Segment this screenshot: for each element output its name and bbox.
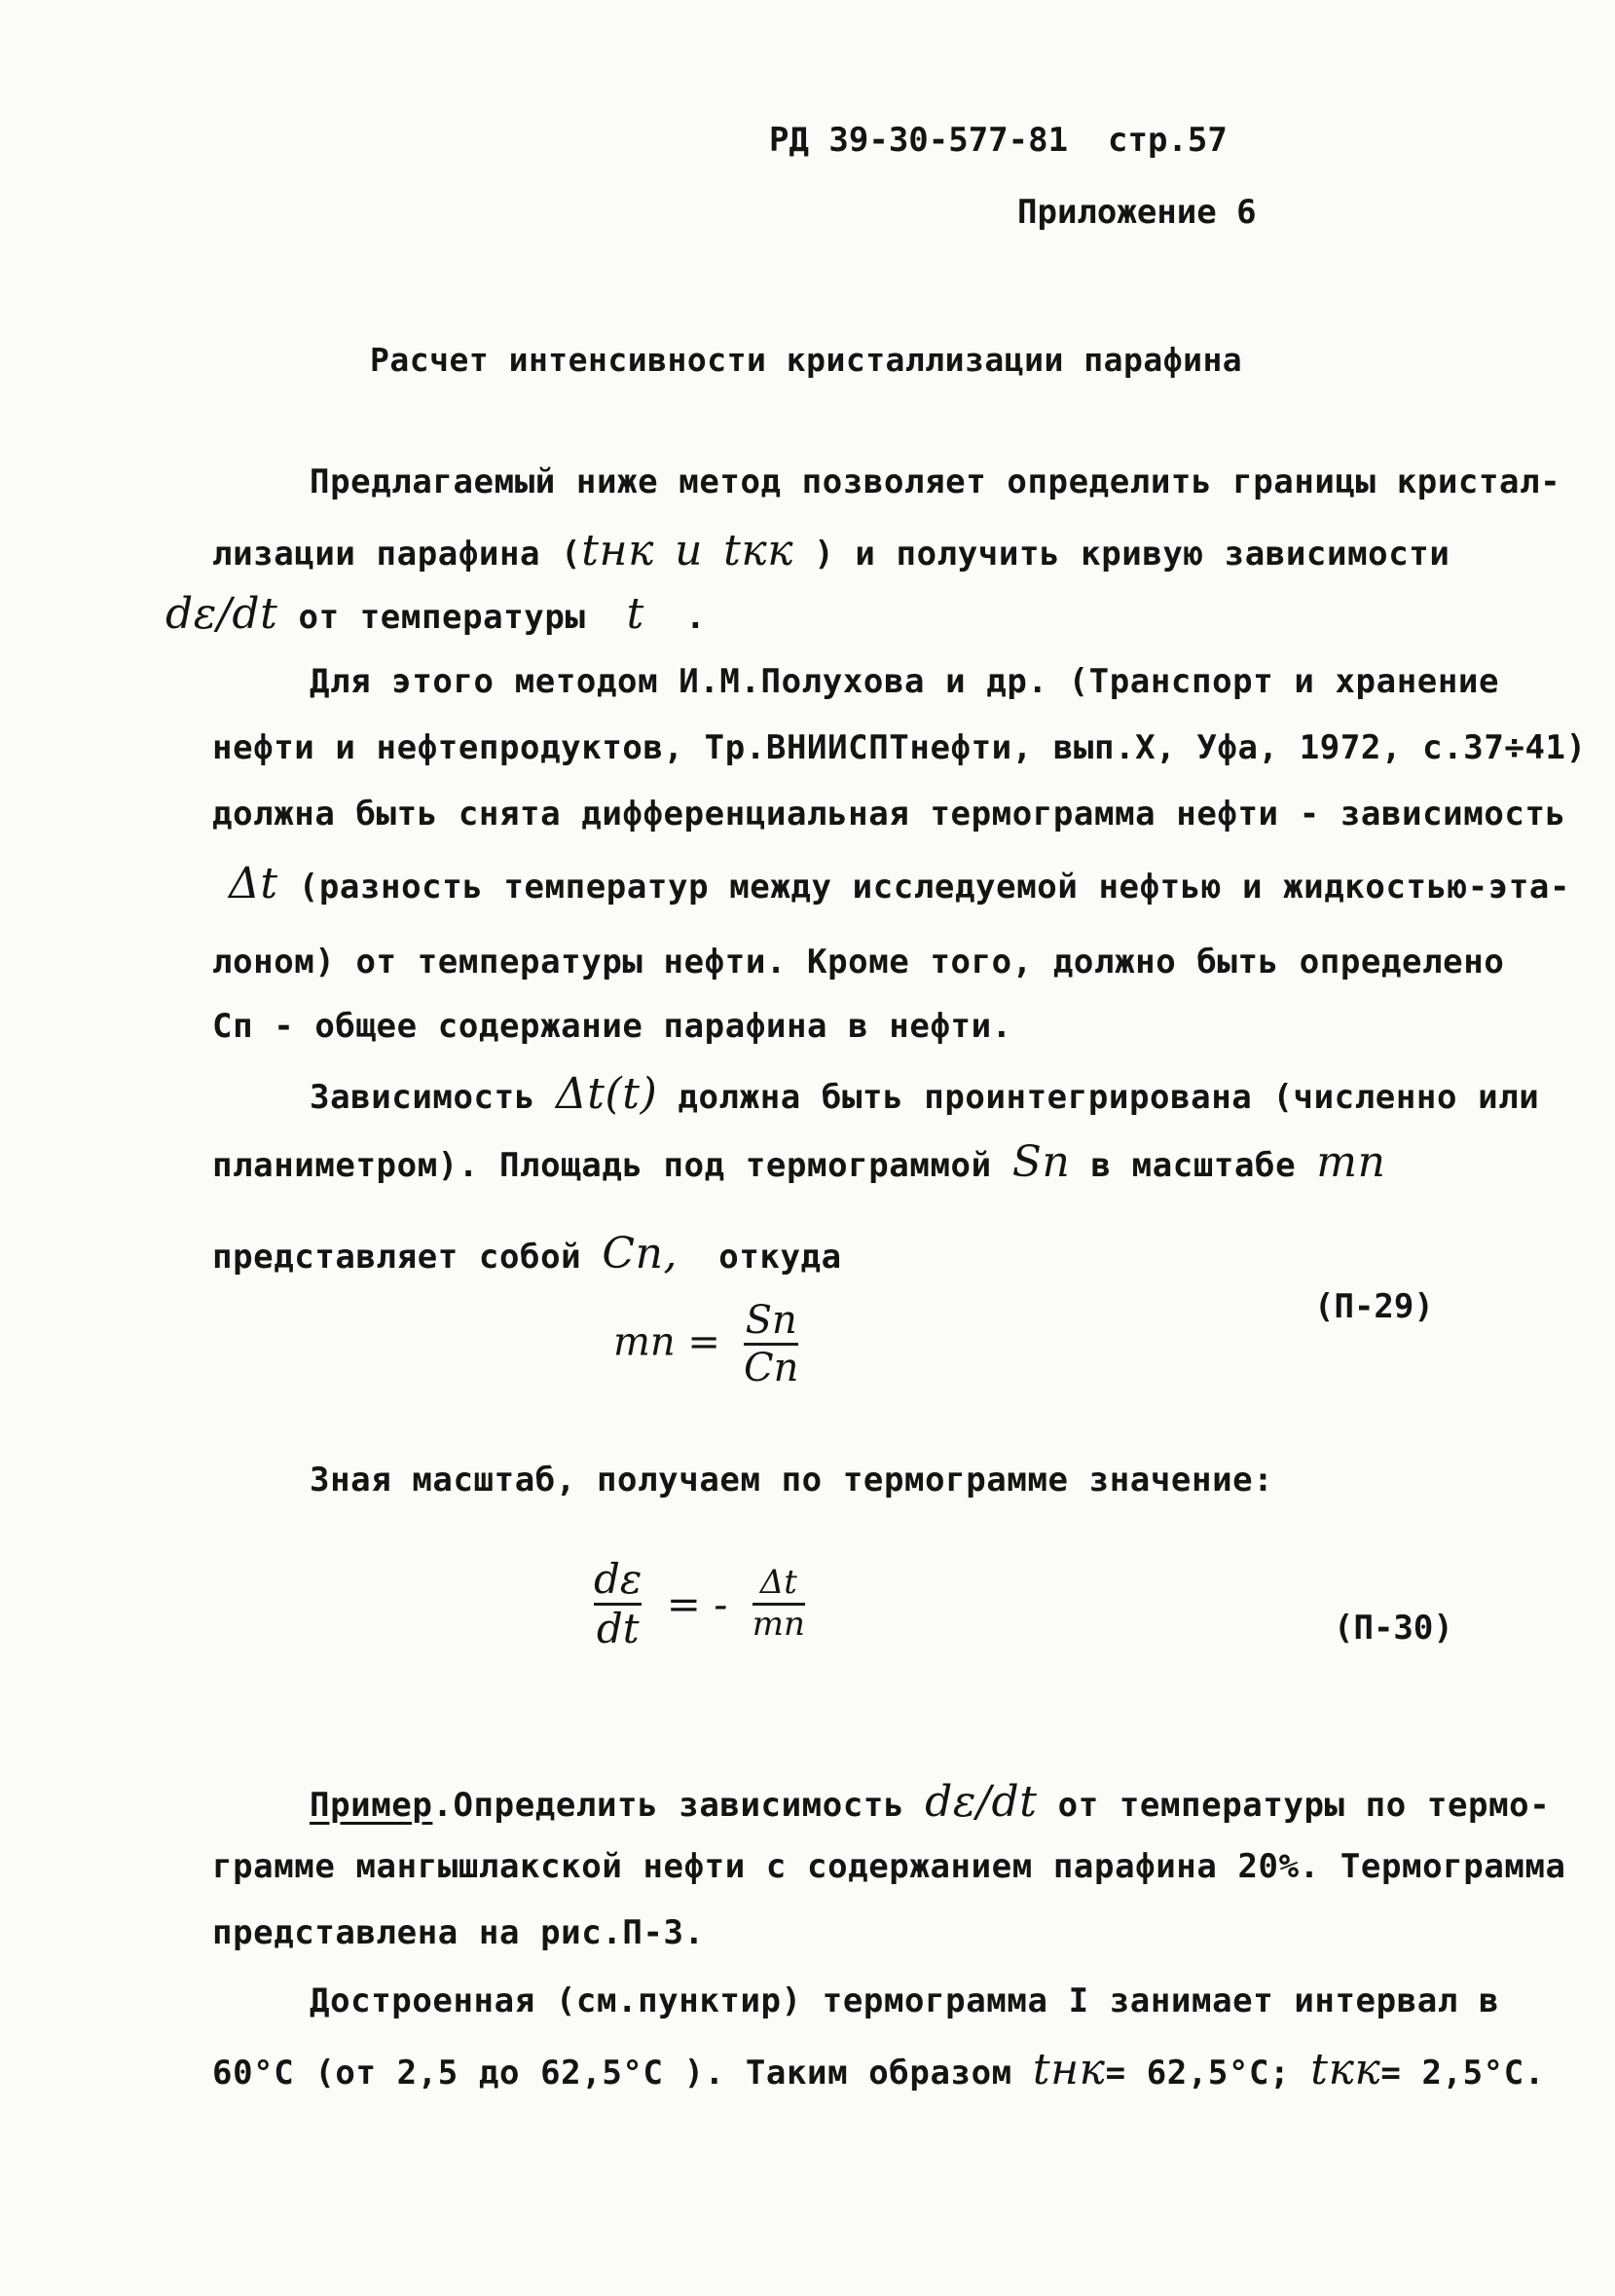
p2-line-4: Δt (разность температур между исследуемой нефтью и жидкостью-эта- [229, 859, 1571, 908]
doc-number: РД 39-30-577-81 [769, 121, 1069, 160]
p5-line-1: Достроенная (см.пунктир) термограмма I занимает интервал в [310, 1981, 1500, 2020]
p2-line-1: Для этого методом И.М.Полухова и др. (Транспорт и хранение [310, 662, 1500, 701]
page-label: стр.57 [1108, 121, 1228, 160]
appendix-label: Приложение 6 [1017, 193, 1257, 232]
eq29-numerator: Sп [745, 1298, 797, 1343]
equation-p30 [594, 1555, 805, 1653]
p2-line-5: лоном) от температуры нефти. Кроме того, должно быть определено [212, 943, 1505, 981]
delta-t-of-t-symbol: Δt(t) [555, 1069, 658, 1119]
p4-line-1: Зная масштаб, получаем по термограмме значение: [310, 1461, 1274, 1500]
example-derivative-symbol: dε/dt [925, 1777, 1038, 1827]
eq29-denominator: Cп [744, 1346, 799, 1390]
S-symbol: Sп [1011, 1137, 1071, 1187]
p1-line-2: лизации парафина (tнк и tкк ) и получить кривую зависимости [212, 526, 1450, 575]
C-symbol: Cп, [602, 1229, 679, 1278]
p2-line-2: нефти и нефтепродуктов, Тр.ВНИИСПТнефти, вып.X, Уфа, 1972, с.37÷41) [212, 728, 1587, 767]
p2-line-6: Сп - общее содержание парафина в нефти. [212, 1007, 1012, 1046]
example-line-3: представлена на рис.П-3. [212, 1913, 705, 1952]
p2-line-3: должна быть снята дифференциальная термограмма нефти - зависимость [212, 795, 1566, 833]
delta-t-symbol: Δt [229, 859, 278, 908]
eq29-lhs: mп = [613, 1319, 720, 1365]
header-doc-number [769, 121, 1228, 160]
t-kk-symbol: tкк [723, 526, 794, 575]
example-line-2: грамме мангышлакской нефти с содержанием парафина 20%. Термограмма [212, 1847, 1566, 1886]
m-symbol: mп [1316, 1137, 1386, 1187]
eq30-label: (П-30) [1334, 1609, 1453, 1648]
p1-line-3: dε/dt от температуры t . [165, 589, 707, 639]
t-symbol: t [626, 589, 644, 639]
derivative-symbol: dε/dt [165, 589, 278, 639]
p5-line-2: 60°С (от 2,5 до 62,5°С ). Таким образом tнк= 62,5°С; tкк= 2,5°С. [212, 2045, 1545, 2094]
eq29-label: (П-29) [1314, 1287, 1434, 1326]
p5-t-nk-symbol: tнк [1032, 2045, 1106, 2094]
page-title: Расчет интенсивности кристаллизации парафина [370, 341, 1243, 379]
p3-line-3: представляет собой Cп, откуда [212, 1229, 842, 1278]
eq30-fraction-left: $\frac{d\varepsilon}{dt}$ [594, 1555, 642, 1653]
eq30-equals: = - [666, 1580, 728, 1629]
t-nk-symbol: tнк [581, 526, 655, 575]
p3-line-1: Зависимость Δt(t) должна быть проинтегрирована (численно или [310, 1069, 1540, 1119]
p5-t-kk-symbol: tкк [1310, 2045, 1381, 2094]
example-line-1: Пример.Определить зависимость dε/dt от температуры по термо- [310, 1777, 1551, 1827]
example-label: Пример [310, 1786, 433, 1825]
eq29-fraction [744, 1300, 798, 1389]
p1-line-1: Предлагаемый ниже метод позволяет определить границы кристал- [310, 463, 1561, 501]
eq30-fraction-right: $\frac{\Delta t}{mп}$ [752, 1563, 805, 1645]
p3-line-2: планиметром). Площадь под термограммой Sп в масштабе mп [212, 1137, 1386, 1187]
equation-p29 [613, 1300, 798, 1389]
